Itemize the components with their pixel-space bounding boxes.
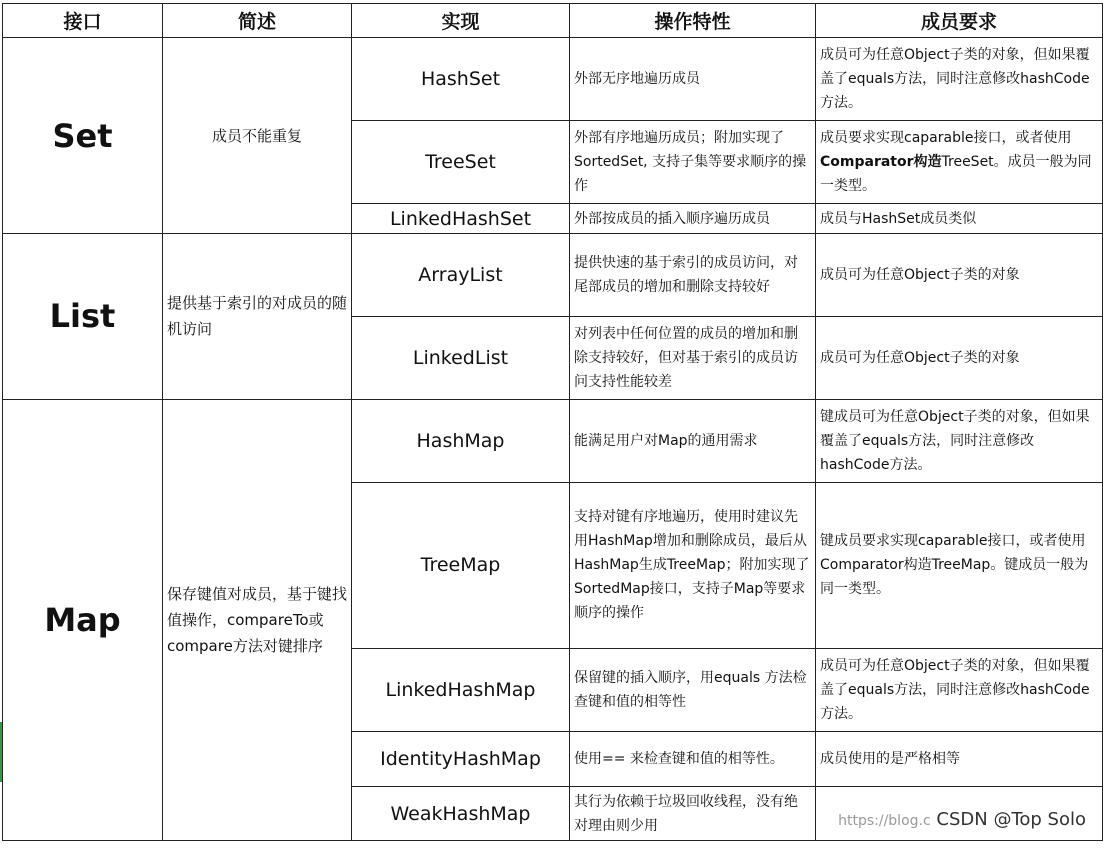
impl-treeset: TreeSet: [352, 121, 570, 204]
header-operation-traits: 操作特性: [570, 4, 816, 38]
req-linkedlist: 成员可为任意Object子类的对象: [816, 316, 1103, 399]
interface-set: Set: [3, 38, 163, 234]
summary-map: 保存键值对成员，基于键找值操作，compareTo或compare方法对键排序: [163, 399, 352, 840]
op-treeset: 外部有序地遍历成员；附加实现了SortedSet, 支持子集等要求顺序的操作: [570, 121, 816, 204]
op-arraylist: 提供快速的基于索引的成员访问，对尾部成员的增加和删除支持较好: [570, 234, 816, 317]
op-treemap: 支持对键有序地遍历，使用时建议先用HashMap增加和删除成员，最后从HashMap生成TreeMap；附加实现了SortedMap接口，支持子Map等要求顺序的操作: [570, 482, 816, 649]
table-row: [3, 38, 1103, 121]
op-hashset: 外部无序地遍历成员: [570, 38, 816, 121]
op-linkedhashmap: 保留键的插入顺序，用equals 方法检查键和值的相等性: [570, 649, 816, 732]
interface-map: Map: [3, 399, 163, 840]
req-hashmap: 键成员可为任意Object子类的对象，但如果覆盖了equals方法，同时注意修改hashCode方法。: [816, 399, 1103, 482]
table-row: [3, 234, 1103, 317]
impl-hashmap: HashMap: [352, 399, 570, 482]
collection-comparison-table: [2, 3, 1103, 841]
impl-weakhashmap: WeakHashMap: [352, 787, 570, 841]
op-identityhashmap: 使用== 来检查键和值的相等性。: [570, 731, 816, 787]
req-linkedhashmap: 成员可为任意Object子类的对象，但如果覆盖了equals方法，同时注意修改hashCode方法。: [816, 649, 1103, 732]
watermark-url: https://blog.c: [838, 813, 931, 829]
req-arraylist: 成员可为任意Object子类的对象: [816, 234, 1103, 317]
header-summary: 简述: [163, 4, 352, 38]
watermark-author: CSDN @Top Solo: [936, 809, 1086, 830]
table-row: [3, 399, 1103, 482]
header-row: [3, 4, 1103, 38]
req-treemap: 键成员要求实现caparable接口，或者使用Comparator构造TreeMap。键成员一般为同一类型。: [816, 482, 1103, 649]
header-interface: 接口: [3, 4, 163, 38]
impl-linkedlist: LinkedList: [352, 316, 570, 399]
header-implementation: 实现: [352, 4, 570, 38]
header-member-requirements: 成员要求: [816, 4, 1103, 38]
interface-list: List: [3, 234, 163, 400]
req-treeset: [816, 121, 1103, 204]
req-treeset-pre: 成员要求实现caparable接口，或者使用: [820, 129, 1072, 146]
impl-hashset: HashSet: [352, 38, 570, 121]
req-treeset-bold: Comparator构造: [820, 153, 942, 170]
impl-linkedhashmap: LinkedHashMap: [352, 649, 570, 732]
impl-identityhashmap: IdentityHashMap: [352, 731, 570, 787]
impl-arraylist: ArrayList: [352, 234, 570, 317]
impl-treemap: TreeMap: [352, 482, 570, 649]
csdn-watermark: [838, 809, 1086, 830]
req-hashset: 成员可为任意Object子类的对象，但如果覆盖了equals方法，同时注意修改hashCode方法。: [816, 38, 1103, 121]
req-identityhashmap: 成员使用的是严格相等: [816, 731, 1103, 787]
impl-linkedhashset: LinkedHashSet: [352, 203, 570, 233]
req-linkedhashset: 成员与HashSet成员类似: [816, 203, 1103, 233]
req-treeset-post: TreeSet。成员一般为同一类型。: [820, 153, 1092, 194]
op-linkedhashset: 外部按成员的插入顺序遍历成员: [570, 203, 816, 233]
op-hashmap: 能满足用户对Map的通用需求: [570, 399, 816, 482]
op-linkedlist: 对列表中任何位置的成员的增加和删除支持较好，但对基于索引的成员访问支持性能较差: [570, 316, 816, 399]
summary-set: 成员不能重复: [163, 38, 352, 234]
op-weakhashmap: 其行为依赖于垃圾回收线程，没有绝对理由则少用: [570, 787, 816, 841]
summary-list: 提供基于索引的对成员的随机访问: [163, 234, 352, 400]
